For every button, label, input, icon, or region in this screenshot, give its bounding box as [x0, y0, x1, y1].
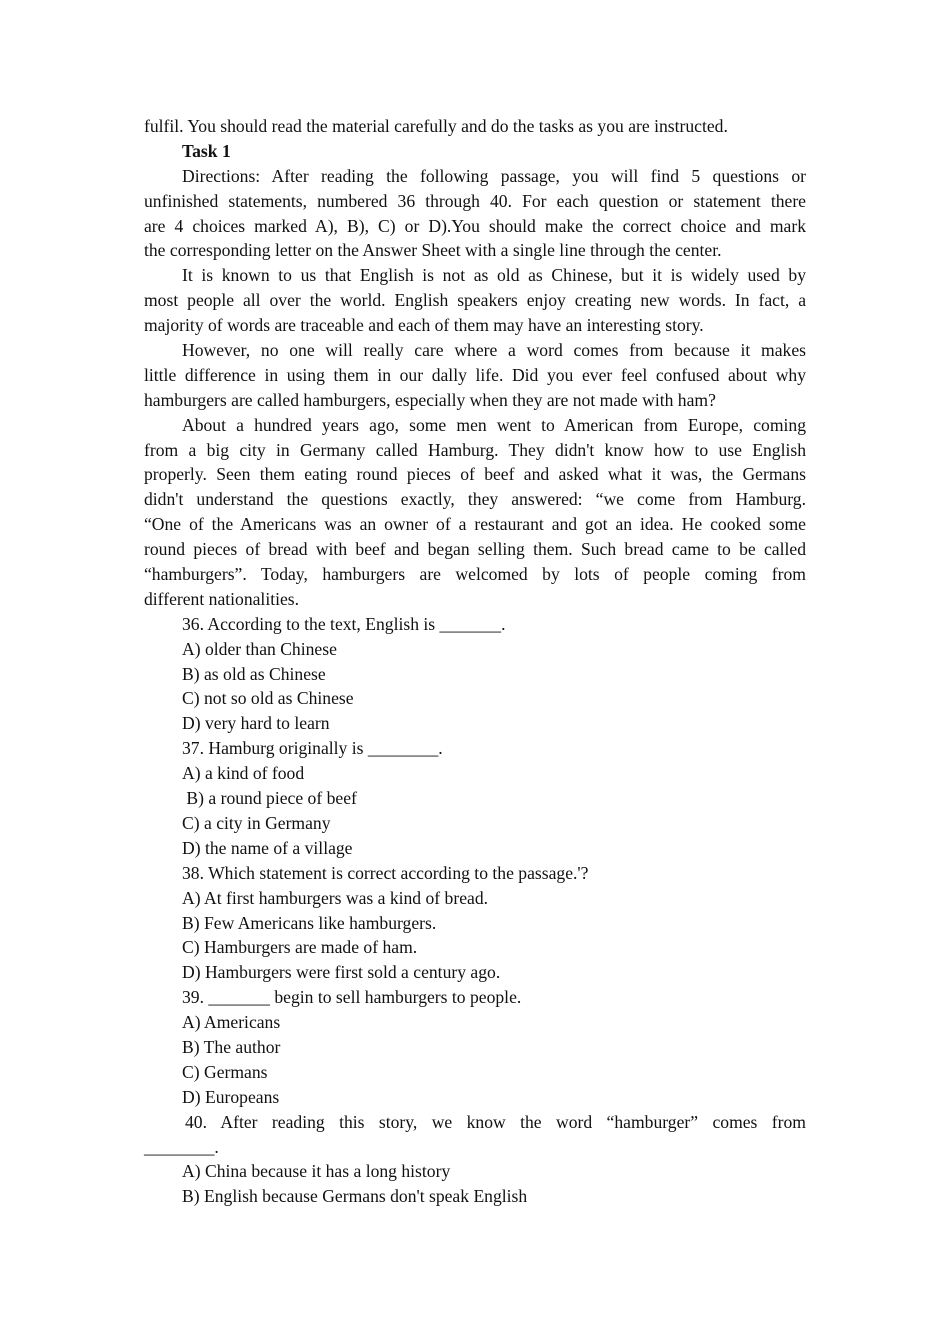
document-page — [144, 114, 806, 1209]
directions-line: the corresponding letter on the Answer Sheet with a single line through the center. — [144, 240, 722, 261]
passage-line: different nationalities. — [144, 588, 300, 609]
passage-line: round pieces of bread with beef and began selling them. Such bread came to be called — [144, 539, 806, 560]
question-stem-continued: ________. — [144, 1136, 219, 1157]
directions-line: are 4 choices marked A), B), C) or D).You should make the correct choice and mark — [144, 215, 806, 236]
answer-option: A) China because it has a long history — [182, 1161, 451, 1182]
answer-option: B) The author — [182, 1036, 281, 1057]
answer-option: B) a round piece of beef — [182, 788, 357, 809]
answer-option: A) Americans — [182, 1012, 281, 1033]
question-40 — [144, 1110, 806, 1210]
answer-option: A) At first hamburgers was a kind of bread. — [182, 887, 489, 908]
question-stem: 40. After reading this story, we know the word “hamburger” comes from — [185, 1111, 806, 1132]
question-39 — [144, 985, 806, 1109]
directions — [144, 164, 806, 264]
passage-line: About a hundred years ago, some men went to American from Europe, coming — [182, 414, 806, 435]
passage-line: majority of words are traceable and each of them may have an interesting story. — [144, 315, 704, 336]
passage-line: It is known to us that English is not as old as Chinese, but it is widely used by — [182, 265, 806, 286]
answer-option: D) Hamburgers were first sold a century ago. — [182, 962, 501, 983]
directions-line: Directions: After reading the following passage, you will find 5 questions or — [182, 165, 806, 186]
question-36 — [144, 612, 806, 736]
question-stem: 37. Hamburg originally is ________. — [182, 738, 443, 759]
passage-line: “One of the Americans was an owner of a restaurant and got an idea. He cooked some — [144, 514, 806, 535]
question-37 — [144, 736, 806, 860]
answer-option: B) Few Americans like hamburgers. — [182, 912, 437, 933]
passage — [144, 263, 806, 611]
passage-line: hamburgers are called hamburgers, especially when they are not made with ham? — [144, 389, 716, 410]
passage-line: most people all over the world. English speakers enjoy creating new words. In fact, a — [144, 290, 806, 311]
question-stem: 39. _______ begin to sell hamburgers to people. — [182, 987, 522, 1008]
answer-option: D) the name of a village — [182, 837, 353, 858]
passage-line: didn't understand the questions exactly, they answered: “we come from Hamburg. — [144, 489, 806, 510]
answer-option: C) Germans — [182, 1061, 268, 1082]
answer-option: D) very hard to learn — [182, 713, 330, 734]
answer-option: B) English because Germans don't speak English — [182, 1186, 528, 1207]
answer-option: C) not so old as Chinese — [182, 688, 354, 709]
passage-line: “hamburgers”. Today, hamburgers are welcomed by lots of people coming from — [144, 564, 806, 585]
answer-option: C) a city in Germany — [182, 812, 331, 833]
answer-option: C) Hamburgers are made of ham. — [182, 937, 418, 958]
passage-line: However, no one will really care where a word comes from because it makes — [182, 340, 806, 361]
task-title: Task 1 — [182, 140, 231, 161]
directions-line: unfinished statements, numbered 36 through 40. For each question or statement there — [144, 190, 806, 211]
passage-line: from a big city in Germany called Hamburg. They didn't know how to use English — [144, 439, 806, 460]
passage-line: properly. Seen them eating round pieces of beef and asked what it was, the Germans — [144, 464, 806, 485]
intro-tail: fulfil. You should read the material carefully and do the tasks as you are instructed. — [144, 116, 728, 136]
answer-option: B) as old as Chinese — [182, 663, 326, 684]
answer-option: A) older than Chinese — [182, 638, 337, 659]
answer-option: A) a kind of food — [182, 763, 305, 784]
question-stem: 36. According to the text, English is _______. — [182, 613, 506, 634]
answer-option: D) Europeans — [182, 1086, 280, 1107]
question-stem: 38. Which statement is correct according to the passage.'? — [182, 862, 589, 883]
passage-line: little difference in using them in our dally life. Did you ever feel confused about why — [144, 364, 806, 385]
question-38 — [144, 861, 806, 985]
